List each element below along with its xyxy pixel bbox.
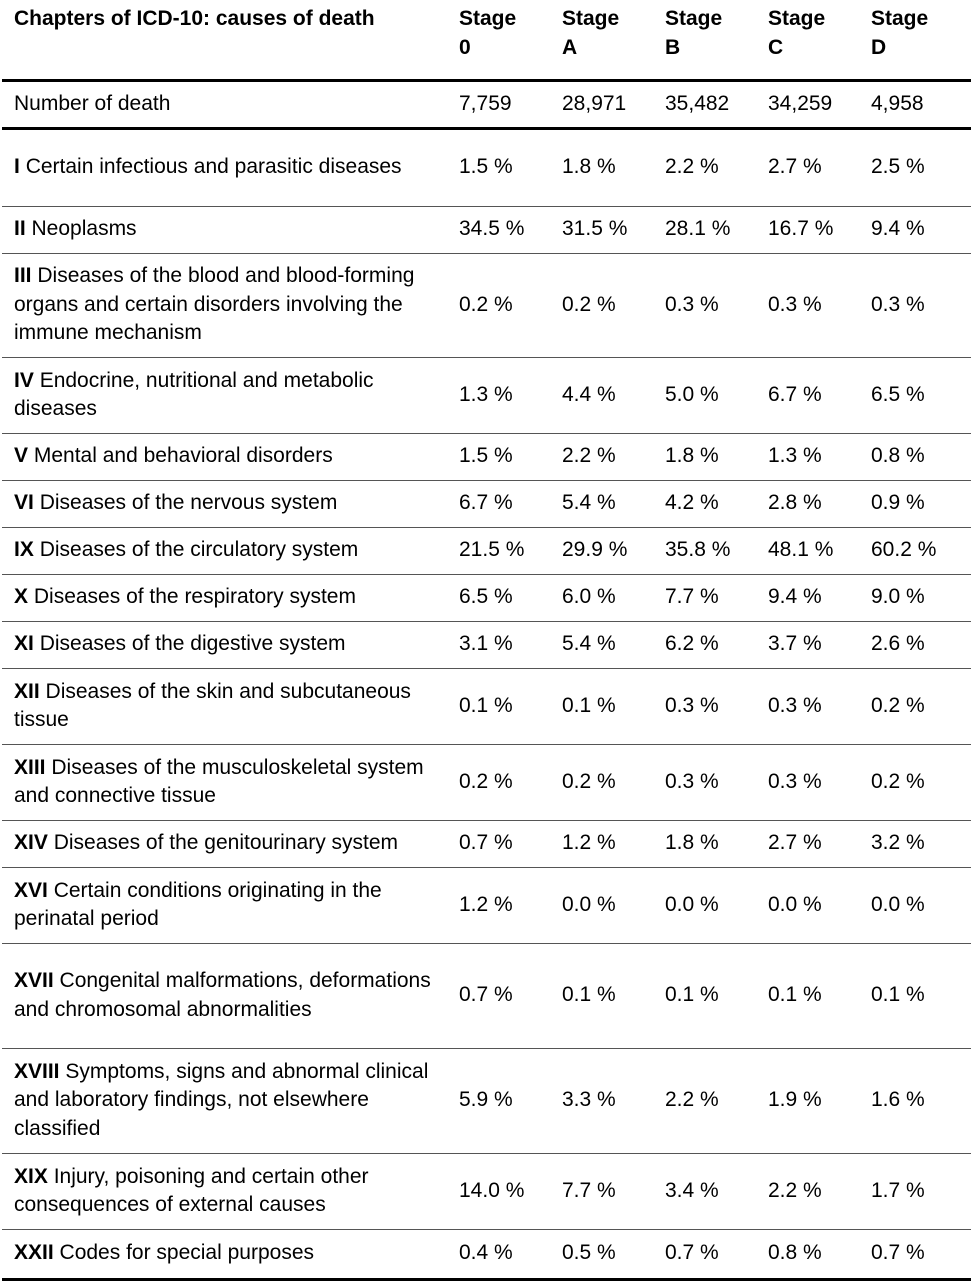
table-row — [2, 1153, 971, 1229]
chapter-cell — [2, 357, 454, 433]
chapter-name: Diseases of the skin and subcutaneous tissue — [14, 679, 411, 731]
chapter-name: Certain infectious and parasitic diseases — [25, 155, 402, 179]
stage-letter: 0 — [459, 35, 471, 59]
percent-cell-stage-d: 1.6 % — [866, 1048, 971, 1153]
percent-cell-stage-c: 9.4 % — [763, 574, 866, 621]
percent-cell-stage-b: 4.2 % — [660, 480, 763, 527]
table-row — [2, 867, 971, 943]
table-row — [2, 1229, 971, 1279]
count-label: Number of death — [2, 80, 454, 128]
percent-cell-stage-0: 5.9 % — [454, 1048, 557, 1153]
chapter-cell — [2, 943, 454, 1048]
percent-cell-stage-d: 9.0 % — [866, 574, 971, 621]
percent-cell-stage-b: 6.2 % — [660, 621, 763, 668]
chapter-cell — [2, 820, 454, 867]
percent-cell-stage-a: 0.5 % — [557, 1229, 660, 1279]
percent-cell-stage-d: 0.3 % — [866, 253, 971, 357]
chapter-code: XII — [14, 679, 40, 703]
percent-cell-stage-0: 6.7 % — [454, 480, 557, 527]
percent-cell-stage-b: 28.1 % — [660, 206, 763, 253]
percent-cell-stage-d: 0.0 % — [866, 867, 971, 943]
percent-cell-stage-a: 29.9 % — [557, 527, 660, 574]
percent-cell-stage-c: 3.7 % — [763, 621, 866, 668]
percent-cell-stage-0: 1.5 % — [454, 433, 557, 480]
chapter-cell — [2, 867, 454, 943]
chapter-name: Diseases of the circulatory system — [39, 538, 359, 562]
header-label: Chapters of ICD-10: causes of death — [2, 0, 454, 80]
percent-cell-stage-0: 1.2 % — [454, 867, 557, 943]
percent-cell-stage-a: 6.0 % — [557, 574, 660, 621]
chapter-code: XIX — [14, 1164, 48, 1188]
percent-cell-stage-d: 3.2 % — [866, 820, 971, 867]
percent-cell-stage-c: 0.8 % — [763, 1229, 866, 1279]
chapter-code: XIV — [14, 831, 48, 855]
chapter-code: X — [14, 585, 29, 609]
percent-cell-stage-c: 0.3 % — [763, 744, 866, 820]
chapter-code: XXII — [14, 1241, 54, 1265]
table-row — [2, 668, 971, 744]
percent-cell-stage-0: 0.4 % — [454, 1229, 557, 1279]
chapter-code: XVII — [14, 969, 54, 992]
percent-cell-stage-d: 0.2 % — [866, 744, 971, 820]
percent-cell-stage-c: 48.1 % — [763, 527, 866, 574]
chapter-cell — [2, 480, 454, 527]
header-row — [2, 0, 971, 80]
number-of-death-row — [2, 80, 971, 128]
percent-cell-stage-c: 0.3 % — [763, 668, 866, 744]
percent-cell-stage-c: 2.8 % — [763, 480, 866, 527]
percent-cell-stage-b: 7.7 % — [660, 574, 763, 621]
percent-cell-stage-c: 2.2 % — [763, 1153, 866, 1229]
chapter-name: Diseases of the musculoskeletal system and connective tissue — [14, 755, 424, 807]
table-row — [2, 1048, 971, 1153]
percent-cell-stage-0: 0.2 % — [454, 744, 557, 820]
percent-cell-stage-b: 3.4 % — [660, 1153, 763, 1229]
chapter-code: III — [14, 264, 32, 288]
percent-cell-stage-c: 0.1 % — [763, 943, 866, 1048]
chapter-code: XVIII — [14, 1059, 60, 1083]
percent-cell-stage-d: 0.2 % — [866, 668, 971, 744]
count-value-stage-0: 7,759 — [454, 80, 557, 128]
stage-word: Stage — [871, 7, 929, 30]
percent-cell-stage-0: 3.1 % — [454, 621, 557, 668]
percent-cell-stage-b: 0.3 % — [660, 253, 763, 357]
percent-cell-stage-0: 0.2 % — [454, 253, 557, 357]
percent-cell-stage-0: 0.7 % — [454, 943, 557, 1048]
count-value-stage-d: 4,958 — [866, 80, 971, 128]
chapter-cell — [2, 668, 454, 744]
percent-cell-stage-b: 0.3 % — [660, 668, 763, 744]
percent-cell-stage-a: 0.1 % — [557, 668, 660, 744]
chapter-cell — [2, 206, 454, 253]
header-stage-d — [866, 0, 971, 80]
percent-cell-stage-0: 34.5 % — [454, 206, 557, 253]
percent-cell-stage-a: 5.4 % — [557, 621, 660, 668]
chapter-name: Injury, poisoning and certain other consequences of external causes — [14, 1164, 369, 1216]
percent-cell-stage-d: 6.5 % — [866, 357, 971, 433]
percent-cell-stage-b: 2.2 % — [660, 1048, 763, 1153]
percent-cell-stage-b: 1.8 % — [660, 820, 763, 867]
chapter-name: Diseases of the digestive system — [39, 632, 346, 656]
chapter-cell — [2, 1229, 454, 1279]
stage-letter: A — [562, 35, 578, 59]
header-stage-c — [763, 0, 866, 80]
chapter-code: VI — [14, 491, 34, 515]
causes-of-death-table — [2, 0, 971, 1281]
percent-cell-stage-a: 31.5 % — [557, 206, 660, 253]
chapter-code: XIII — [14, 755, 46, 779]
table-row — [2, 820, 971, 867]
chapter-name: Endocrine, nutritional and metabolic diseases — [14, 368, 374, 420]
stage-word: Stage — [768, 7, 826, 30]
count-value-stage-b: 35,482 — [660, 80, 763, 128]
chapter-code: II — [14, 217, 26, 241]
stage-letter: C — [768, 35, 784, 59]
table-row — [2, 433, 971, 480]
stage-letter: B — [665, 35, 681, 59]
percent-cell-stage-d: 2.5 % — [866, 128, 971, 206]
percent-cell-stage-0: 0.7 % — [454, 820, 557, 867]
chapter-name: Codes for special purposes — [59, 1241, 315, 1265]
percent-cell-stage-c: 1.3 % — [763, 433, 866, 480]
chapter-cell — [2, 253, 454, 357]
percent-cell-stage-0: 6.5 % — [454, 574, 557, 621]
percent-cell-stage-b: 0.0 % — [660, 867, 763, 943]
percent-cell-stage-b: 2.2 % — [660, 128, 763, 206]
chapter-name: Diseases of the genitourinary system — [53, 831, 399, 855]
percent-cell-stage-b: 0.7 % — [660, 1229, 763, 1279]
percent-cell-stage-c: 0.3 % — [763, 253, 866, 357]
percent-cell-stage-b: 5.0 % — [660, 357, 763, 433]
table-row — [2, 253, 971, 357]
chapter-cell — [2, 128, 454, 206]
percent-cell-stage-c: 1.9 % — [763, 1048, 866, 1153]
percent-cell-stage-0: 1.3 % — [454, 357, 557, 433]
percent-cell-stage-a: 0.1 % — [557, 943, 660, 1048]
chapter-name: Diseases of the respiratory system — [33, 585, 356, 609]
chapter-cell — [2, 527, 454, 574]
chapter-cell — [2, 621, 454, 668]
chapter-name: Mental and behavioral disorders — [33, 444, 333, 468]
chapter-code: I — [14, 155, 20, 179]
percent-cell-stage-d: 1.7 % — [866, 1153, 971, 1229]
chapter-cell — [2, 574, 454, 621]
chapter-name: Certain conditions originating in the perinatal period — [14, 878, 382, 930]
chapter-code: XVI — [14, 878, 48, 902]
percent-cell-stage-0: 21.5 % — [454, 527, 557, 574]
chapter-code: IX — [14, 538, 34, 562]
percent-cell-stage-c: 16.7 % — [763, 206, 866, 253]
percent-cell-stage-c: 6.7 % — [763, 357, 866, 433]
percent-cell-stage-0: 0.1 % — [454, 668, 557, 744]
table-row — [2, 206, 971, 253]
count-value-stage-c: 34,259 — [763, 80, 866, 128]
chapter-name: Neoplasms — [31, 217, 137, 241]
percent-cell-stage-b: 35.8 % — [660, 527, 763, 574]
chapter-name: Congenital malformations, deformations and chromosomal abnormalities — [14, 969, 431, 1021]
percent-cell-stage-a: 4.4 % — [557, 357, 660, 433]
chapter-code: XI — [14, 632, 34, 656]
percent-cell-stage-d: 9.4 % — [866, 206, 971, 253]
table-row — [2, 574, 971, 621]
header-stage-0 — [454, 0, 557, 80]
chapter-cell — [2, 1048, 454, 1153]
stage-word: Stage — [665, 7, 723, 30]
percent-cell-stage-a: 3.3 % — [557, 1048, 660, 1153]
percent-cell-stage-a: 1.2 % — [557, 820, 660, 867]
percent-cell-stage-c: 2.7 % — [763, 820, 866, 867]
chapter-name: Diseases of the blood and blood-forming organs and certain disorders involving the immune mechanism — [14, 264, 415, 345]
percent-cell-stage-c: 0.0 % — [763, 867, 866, 943]
percent-cell-stage-b: 0.1 % — [660, 943, 763, 1048]
chapter-cell — [2, 744, 454, 820]
chapter-cell — [2, 1153, 454, 1229]
percent-cell-stage-a: 0.0 % — [557, 867, 660, 943]
table-row — [2, 744, 971, 820]
percent-cell-stage-b: 0.3 % — [660, 744, 763, 820]
header-stage-a — [557, 0, 660, 80]
header-stage-b — [660, 0, 763, 80]
chapter-name: Symptoms, signs and abnormal clinical and laboratory findings, not elsewhere classified — [14, 1059, 429, 1140]
table-row — [2, 357, 971, 433]
table-row — [2, 943, 971, 1048]
percent-cell-stage-d: 0.9 % — [866, 480, 971, 527]
percent-cell-stage-0: 14.0 % — [454, 1153, 557, 1229]
percent-cell-stage-a: 5.4 % — [557, 480, 660, 527]
chapter-code: IV — [14, 368, 34, 392]
table-row — [2, 527, 971, 574]
chapter-name: Diseases of the nervous system — [39, 491, 338, 515]
stage-letter: D — [871, 35, 887, 59]
percent-cell-stage-a: 1.8 % — [557, 128, 660, 206]
chapter-cell — [2, 433, 454, 480]
percent-cell-stage-d: 0.7 % — [866, 1229, 971, 1279]
percent-cell-stage-c: 2.7 % — [763, 128, 866, 206]
percent-cell-stage-a: 2.2 % — [557, 433, 660, 480]
stage-word: Stage — [459, 7, 517, 30]
percent-cell-stage-a: 0.2 % — [557, 253, 660, 357]
percent-cell-stage-d: 0.1 % — [866, 943, 971, 1048]
chapter-code: V — [14, 444, 29, 468]
stage-word: Stage — [562, 7, 620, 30]
percent-cell-stage-d: 2.6 % — [866, 621, 971, 668]
percent-cell-stage-a: 7.7 % — [557, 1153, 660, 1229]
percent-cell-stage-a: 0.2 % — [557, 744, 660, 820]
count-value-stage-a: 28,971 — [557, 80, 660, 128]
table-row — [2, 621, 971, 668]
table-row — [2, 480, 971, 527]
percent-cell-stage-0: 1.5 % — [454, 128, 557, 206]
percent-cell-stage-d: 0.8 % — [866, 433, 971, 480]
table-row — [2, 128, 971, 206]
percent-cell-stage-b: 1.8 % — [660, 433, 763, 480]
percent-cell-stage-d: 60.2 % — [866, 527, 971, 574]
